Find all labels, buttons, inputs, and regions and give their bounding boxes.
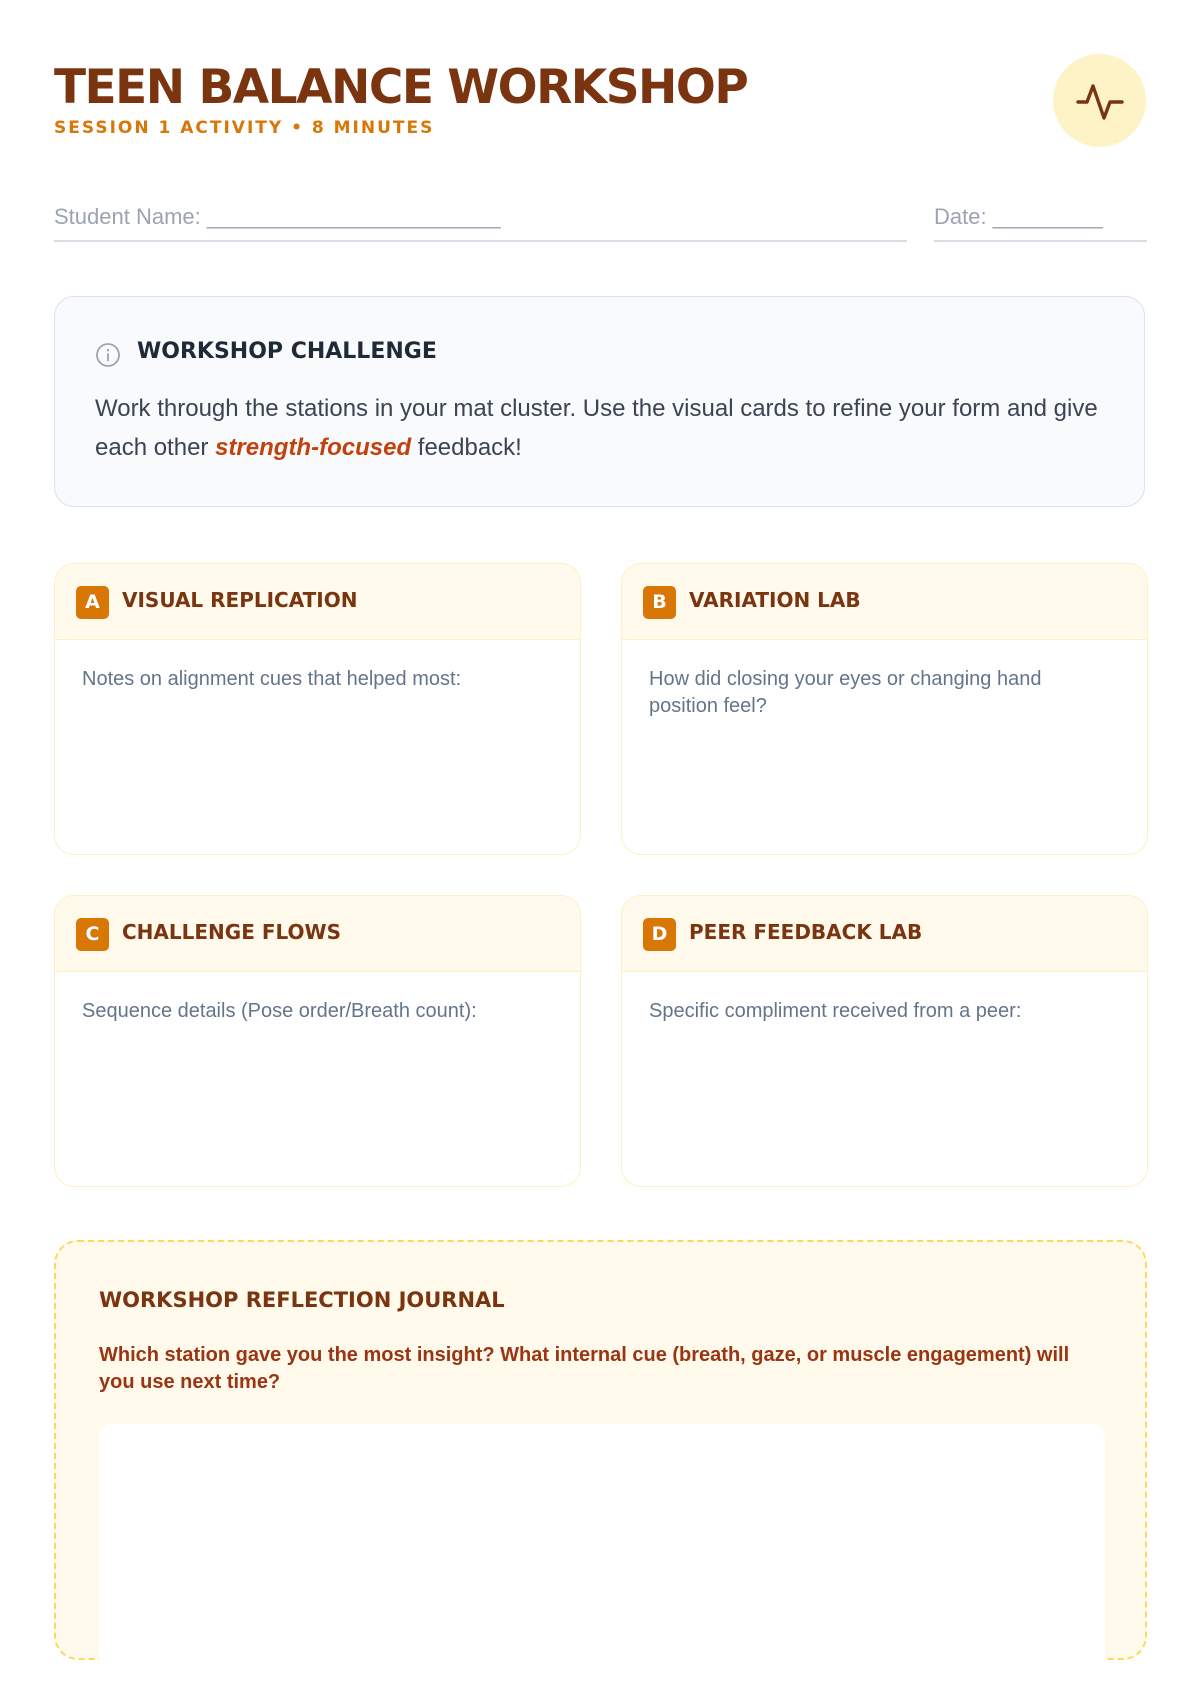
challenge-highlight: strength-focused [215,434,412,461]
header [54,60,1147,160]
challenge-title: WORKSHOP CHALLENGE [137,339,437,364]
station-letter-badge: C [76,918,109,951]
info-icon [95,342,121,368]
station-title: VISUAL REPLICATION [122,588,358,612]
logo-badge [1053,54,1146,147]
station-letter-badge: B [643,586,676,619]
reflection-journal [54,1240,1147,1660]
challenge-text-end: feedback! [411,434,522,461]
station-card-d [621,895,1148,1187]
station-title: PEER FEEDBACK LAB [689,920,923,944]
station-title: VARIATION LAB [689,588,861,612]
journal-question: Which station gave you the most insight? What internal cue (breath, gaze, or muscle engagement) will you use next time? [99,1344,1070,1393]
station-prompt[interactable]: How did closing your eyes or changing hand position feel? [649,668,1042,717]
page-title: TEEN BALANCE WORKSHOP [54,60,748,115]
station-letter-badge: A [76,586,109,619]
date-field[interactable]: Date: _________ [934,200,1147,242]
station-prompt[interactable]: Notes on alignment cues that helped most: [82,668,462,690]
student-info-fields [54,200,1147,242]
station-header [55,896,580,972]
station-card-a [54,563,581,855]
pulse-icon [1076,77,1124,125]
challenge-text-start: Work through the stations in your mat cluster. Use the visual cards to refine your form and give each other [95,395,1098,461]
station-card-c [54,895,581,1187]
student-name-field[interactable]: Student Name: ________________________ [54,200,907,242]
station-prompt[interactable]: Sequence details (Pose order/Breath count): [82,1000,477,1022]
station-card-b [621,563,1148,855]
station-header [622,564,1147,640]
station-title: CHALLENGE FLOWS [122,920,341,944]
journal-answer-area[interactable] [99,1424,1105,1684]
station-header [622,896,1147,972]
station-prompt[interactable]: Specific compliment received from a peer: [649,1000,1022,1022]
challenge-text [95,389,1105,467]
station-letter-badge: D [643,918,676,951]
page-subtitle: SESSION 1 ACTIVITY • 8 MINUTES [54,118,435,138]
station-header [55,564,580,640]
journal-title: WORKSHOP REFLECTION JOURNAL [99,1288,505,1312]
workshop-challenge-card [54,296,1145,507]
